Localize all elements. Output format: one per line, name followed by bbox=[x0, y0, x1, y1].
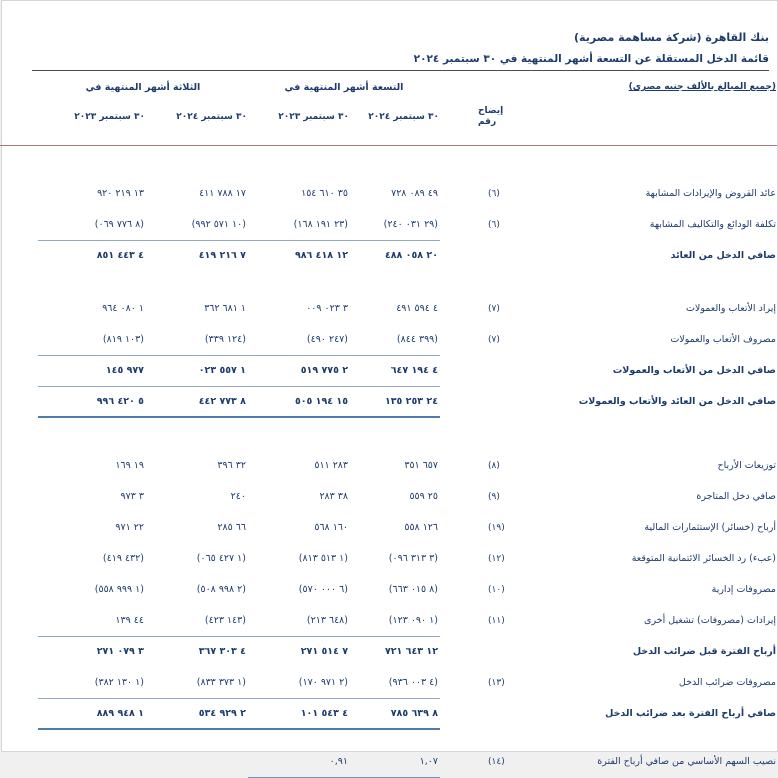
value-3m-2024: ٢ ٩٢٩ ٥٣٤ bbox=[146, 698, 248, 729]
value-9m-2024: ٦٥٧ ٣٥١ bbox=[404, 460, 438, 471]
value-9m-2023: (٢٤٧ ٤٩٠) bbox=[248, 324, 350, 355]
value-3m-2024: (٢ ٩٩٨ ٥٠٨) bbox=[196, 584, 246, 595]
note-ref bbox=[440, 355, 553, 386]
row-label: صافي الدخل من العائد bbox=[670, 250, 776, 261]
value-9m-2023: (٢٣ ١٩١ ١٦٨) bbox=[248, 209, 350, 240]
value-9m-2023: ٢٨٣ ٥١١ bbox=[314, 460, 348, 471]
value-9m-2024: ٢٤ ٢٥٣ ١٣٥ bbox=[350, 386, 440, 417]
value-9m-2024: (٣ ٣١٣ ٠٩٦) bbox=[388, 553, 438, 564]
note-header-line2: رقم bbox=[478, 117, 497, 127]
value-3m-2024: ٣٢ ٣٩٦ bbox=[217, 460, 246, 471]
value-9m-2023: ٠,٩١ bbox=[248, 746, 350, 777]
row-label: أرباح الفترة قبل ضرائب الدخل bbox=[632, 646, 776, 657]
group-header-row bbox=[0, 75, 777, 99]
date-header-3m-2023: ٣٠ سبتمبر ٢٠٢٣ bbox=[74, 112, 145, 122]
value-3m-2023: ٤٤ ١٣٩ bbox=[38, 605, 146, 636]
value-9m-2023: (٦٤٨ ٢١٣) bbox=[248, 605, 350, 636]
value-3m-2024: (١٢٤ ٣٣٩) bbox=[146, 324, 248, 355]
row-label: مصروفات ضرائب الدخل bbox=[678, 677, 776, 688]
value-9m-2023: (١ ٥١٣ ٨١٣) bbox=[298, 553, 348, 564]
group-header-three-months: الثلاثة أشهر المنتهية في bbox=[85, 81, 201, 93]
value-9m-2024: (٢٩ ٠٣١ ٢٤٠) bbox=[350, 209, 440, 240]
row-label: توزيعات الأرباح bbox=[717, 460, 776, 471]
note-ref bbox=[440, 698, 553, 729]
note-ref: (١٩) bbox=[488, 522, 505, 533]
date-header-3m-2024: ٣٠ سبتمبر ٢٠٢٤ bbox=[176, 112, 247, 122]
table-row-financial-investment-gains bbox=[0, 512, 777, 543]
table-row-deposit-costs bbox=[0, 209, 777, 240]
value-9m-2024: ٨ ٦٣٩ ٧٨٥ bbox=[350, 698, 440, 729]
value-9m-2024: ٢٠ ٠٥٨ ٤٨٨ bbox=[384, 250, 438, 262]
value-3m-2024: ٨ ٧٧٣ ٤٤٢ bbox=[146, 386, 248, 417]
row-label: عائد القروض والإيرادات المشابهة bbox=[645, 188, 776, 199]
value-9m-2024: ٤٩ ٠٨٩ ٧٢٨ bbox=[391, 188, 438, 199]
section-gap bbox=[0, 417, 777, 450]
note-ref: (١٣) bbox=[488, 677, 505, 688]
note-col-spacer bbox=[440, 75, 553, 99]
currency-note: (جميع المبالغ بالألف جنيه مصرى) bbox=[628, 82, 776, 92]
note-column-header bbox=[440, 99, 553, 135]
value-9m-2023: ٣٥ ٦١٠ ١٥٤ bbox=[301, 188, 348, 199]
statement-title: قائمة الدخل المستقلة عن التسعة أشهر المنتهية في ٣٠ سبتمبر ٢٠٢٤ bbox=[32, 53, 769, 71]
table-row-profit-before-tax bbox=[0, 636, 777, 667]
row-label: نصيب السهم الأساسي من صافي أرباح الفترة bbox=[597, 756, 776, 767]
value-9m-2023: (٦ ٠٠٠ ٥٧٠) bbox=[298, 584, 348, 595]
row-label: صافي دخل المتاجرة bbox=[696, 491, 776, 502]
value-3m-2023: (١ ٩٩٩ ٥٥٨) bbox=[94, 584, 144, 595]
table-row-income-tax-expenses bbox=[0, 667, 777, 698]
row-label: صافي أرباح الفترة بعد ضرائب الدخل bbox=[605, 708, 776, 719]
date-header-9m-2024: ٣٠ سبتمبر ٢٠٢٤ bbox=[368, 112, 439, 122]
value-3m-2024: (١ ٤٢٧ ٠٦٥) bbox=[196, 553, 246, 564]
value-3m-2024: ٦٦ ٢٨٥ bbox=[217, 522, 246, 533]
section-gap bbox=[0, 729, 777, 746]
table-row-fee-income bbox=[0, 293, 777, 324]
value-9m-2023: ١٦٠ ٥٦٨ bbox=[314, 522, 348, 533]
value-9m-2023: ١٥ ١٩٤ ٥٠٥ bbox=[248, 386, 350, 417]
value-3m-2024: ١ ٦٨١ ٣٦٢ bbox=[204, 303, 246, 314]
row-label: صافي الدخل من الأتعاب والعمولات bbox=[612, 365, 776, 376]
note-ref: (٩) bbox=[488, 491, 500, 502]
value-3m-2023: ١ ٠٨٠ ٩٦٤ bbox=[102, 303, 144, 314]
group-header-nine-months: التسعة أشهر المنتهية في bbox=[284, 81, 404, 93]
value-9m-2024: ٤ ١٩٤ ٦٤٧ bbox=[350, 355, 440, 386]
table-row-expected-credit-losses bbox=[0, 543, 777, 574]
value-3m-2024: ٧ ٢١٦ ٤١٩ bbox=[198, 250, 246, 262]
row-label: إيرادات (مصروفات) تشغيل أخرى bbox=[644, 615, 776, 626]
note-ref bbox=[440, 386, 553, 417]
income-statement-page bbox=[1, 0, 778, 767]
value-3m-2023: ٥ ٤٢٠ ٩٩٦ bbox=[38, 386, 146, 417]
row-label: تكلفة الودائع والتكاليف المشابهة bbox=[649, 219, 776, 230]
table-row-other-operating-income bbox=[0, 605, 777, 636]
value-3m-2024 bbox=[146, 746, 248, 777]
note-ref bbox=[440, 636, 553, 667]
note-ref: (٧) bbox=[488, 303, 500, 314]
value-9m-2024: (١ ٠٩٠ ١٢٣) bbox=[350, 605, 440, 636]
note-ref: (١٤) bbox=[488, 756, 505, 767]
note-header-line1: إيضاح bbox=[478, 106, 504, 117]
value-3m-2024: ١ ٥٥٧ ٠٢٣ bbox=[146, 355, 248, 386]
value-3m-2023: ١٣ ٢١٩ ٩٢٠ bbox=[97, 188, 144, 199]
value-3m-2023: (١ ١٣٠ ٣٨٢) bbox=[38, 667, 146, 698]
value-3m-2023: (٨ ٧٧٦ ٠٦٩) bbox=[38, 209, 146, 240]
value-9m-2023: (٢ ٩٧١ ١٧٠) bbox=[248, 667, 350, 698]
note-ref: (٦) bbox=[488, 219, 500, 230]
value-3m-2024: (١٠ ٥٧١ ٩٩٢) bbox=[146, 209, 248, 240]
value-3m-2023: ٣ ٠٧٩ ٢٧١ bbox=[96, 646, 144, 658]
note-ref bbox=[440, 240, 553, 271]
value-3m-2024: (١ ٣٧٣ ٨٣٣) bbox=[146, 667, 248, 698]
value-9m-2024: ١٢٦ ٥٥٨ bbox=[404, 522, 438, 533]
table-row-dividends bbox=[0, 450, 777, 481]
table-row-net-trading-income bbox=[0, 481, 777, 512]
row-label: (عبء) رد الخسائر الائتمانية المتوقعة bbox=[631, 553, 776, 564]
table-row-basic-earnings-per-share bbox=[0, 746, 777, 777]
value-3m-2023: (٤٣٢ ٤١٩) bbox=[102, 553, 144, 564]
value-9m-2024: ١,٠٧ bbox=[350, 746, 440, 777]
note-ref: (٦) bbox=[488, 188, 500, 199]
value-9m-2023: ٣ ٠٢٣ ٠٠٩ bbox=[306, 303, 348, 314]
value-3m-2024: ٤ ٣٠٣ ٣٦٧ bbox=[198, 646, 246, 658]
value-9m-2023: ١٢ ٤١٨ ٩٨٦ bbox=[294, 250, 348, 262]
value-3m-2023: ١ ٩٤٨ ٨٨٩ bbox=[38, 698, 146, 729]
date-header-9m-2023: ٣٠ سبتمبر ٢٠٢٣ bbox=[278, 112, 349, 122]
note-ref: (١١) bbox=[488, 615, 505, 626]
note-ref: (٨) bbox=[488, 460, 500, 471]
row-label: إيراد الأتعاب والعمولات bbox=[685, 303, 776, 314]
value-9m-2024: ١٢ ٦٤٣ ٧٢١ bbox=[384, 646, 438, 658]
value-3m-2023: ١٩ ١٦٩ bbox=[115, 460, 144, 471]
value-9m-2024: ٤ ٥٩٤ ٤٩١ bbox=[396, 303, 438, 314]
value-3m-2024: (١٤٣ ٤٢٣) bbox=[146, 605, 248, 636]
table-row-fee-expense bbox=[0, 324, 777, 355]
value-3m-2023: ٢٢ ٩٧١ bbox=[115, 522, 144, 533]
value-9m-2024: ٢٥ ٥٥٩ bbox=[409, 491, 438, 502]
row-label: صافي الدخل من العائد والأتعاب والعمولات bbox=[578, 396, 776, 407]
value-9m-2023: ٧ ٥١٤ ٢٧١ bbox=[300, 646, 348, 658]
row-label: أرباح (خسائر) الإستثمارات المالية bbox=[644, 522, 776, 533]
row-label: مصروفات إدارية bbox=[711, 584, 776, 595]
note-ref: (١٠) bbox=[488, 584, 505, 595]
table-row-interest-income bbox=[0, 178, 777, 209]
value-3m-2024: ٢٤٠ bbox=[230, 491, 246, 502]
table-row-net-fee-income bbox=[0, 355, 777, 386]
value-9m-2023: ٢ ٧٧٥ ٥١٩ bbox=[248, 355, 350, 386]
note-ref: (١٢) bbox=[488, 553, 505, 564]
value-3m-2023: (١٠٣ ٨١٩) bbox=[38, 324, 146, 355]
table-row-net-profit-after-tax bbox=[0, 698, 777, 729]
value-3m-2023 bbox=[38, 746, 146, 777]
bank-name: بنك القاهرة (شركة مساهمة مصرية) bbox=[574, 31, 769, 44]
value-3m-2023: ٣ ٩٧٣ bbox=[120, 491, 144, 502]
table-row-net-interest-income bbox=[0, 240, 777, 271]
value-3m-2024: ١٧ ٧٨٨ ٤١١ bbox=[199, 188, 246, 199]
value-9m-2023: ٣٨ ٢٨٣ bbox=[319, 491, 348, 502]
value-9m-2023: ٤ ٥٤٣ ١٠١ bbox=[248, 698, 350, 729]
document-header bbox=[2, 31, 777, 71]
income-statement-table bbox=[0, 75, 777, 778]
table-row-net-interest-and-fee-income bbox=[0, 386, 777, 417]
value-9m-2024: (٨ ٠١٥ ٦٦٣) bbox=[388, 584, 438, 595]
date-header-row bbox=[0, 99, 777, 135]
section-gap bbox=[0, 271, 777, 293]
header-divider-line bbox=[0, 135, 777, 146]
value-3m-2023: ٤ ٤٤٣ ٨٥١ bbox=[96, 250, 144, 262]
table-row-administrative-expenses bbox=[0, 574, 777, 605]
value-9m-2024: (٤ ٠٠٣ ٩٣٦) bbox=[350, 667, 440, 698]
note-ref: (٧) bbox=[488, 334, 500, 345]
value-9m-2024: (٣٩٩ ٨٤٤) bbox=[350, 324, 440, 355]
value-3m-2023: ٩٧٧ ١٤٥ bbox=[38, 355, 146, 386]
row-label: مصروف الأتعاب والعمولات bbox=[670, 334, 776, 345]
